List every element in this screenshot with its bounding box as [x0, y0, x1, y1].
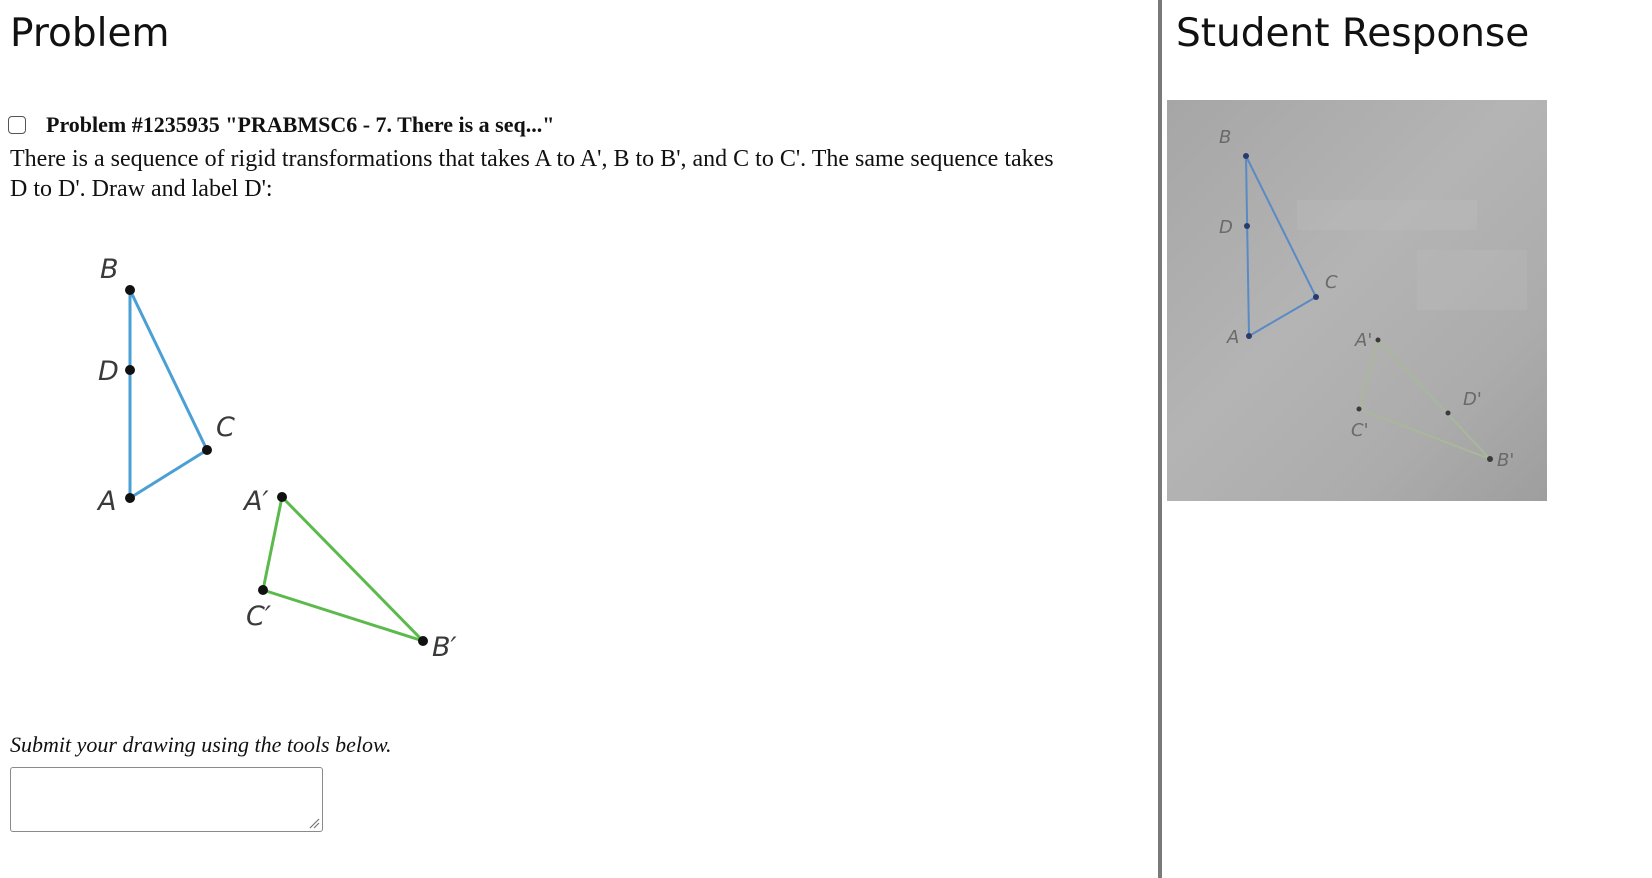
problem-header [8, 112, 554, 138]
label-c-prime: C′ [246, 601, 271, 632]
label-d: D [98, 356, 119, 387]
segment-ac [130, 450, 207, 498]
label-b-prime: B′ [432, 632, 457, 663]
photo-point-b-prime [1487, 456, 1493, 462]
photo-point-a [1246, 333, 1252, 339]
point-c-prime [258, 585, 268, 595]
photo-label-b: B [1219, 127, 1232, 148]
photo-point-a-prime [1376, 338, 1381, 343]
student-response-title: Student Response [1176, 11, 1530, 56]
photo-label-a: A [1227, 327, 1240, 348]
problem-panel-title: Problem [10, 11, 170, 56]
label-b: B [100, 254, 119, 285]
problem-select-checkbox[interactable] [8, 116, 26, 134]
photo-point-c-prime [1357, 407, 1362, 412]
segment-bc [130, 290, 207, 450]
student-response-image [1167, 100, 1547, 501]
photo-point-c [1313, 294, 1319, 300]
point-a [125, 493, 135, 503]
problem-id-label: Problem #1235935 "PRABMSC6 - 7. There is a seq..." [46, 112, 555, 137]
photo-point-d [1244, 223, 1250, 229]
label-a-prime: A′ [244, 486, 269, 517]
original-triangle [96, 254, 235, 517]
point-b [125, 285, 135, 295]
photo-label-b-prime: B' [1497, 450, 1515, 471]
transformation-diagram [80, 240, 480, 670]
label-a: A [98, 486, 117, 517]
photo-label-a-prime: A' [1355, 330, 1373, 351]
point-c [202, 445, 212, 455]
photo-segment-c-prime-b-prime [1359, 409, 1490, 459]
point-d [125, 365, 135, 375]
photo-original-triangle [1219, 127, 1338, 348]
label-c: C [216, 412, 235, 443]
resize-handle-icon[interactable] [308, 817, 320, 829]
photo-point-d-prime [1446, 411, 1451, 416]
student-response-drawing [1167, 100, 1547, 501]
photo-label-c: C [1325, 272, 1338, 293]
point-a-prime [277, 492, 287, 502]
problem-statement: There is a sequence of rigid transformations that takes A to A', B to B', and C to C'. The same sequence takes D to D'. Draw and label D': [10, 146, 1054, 202]
photo-label-c-prime: C' [1351, 420, 1369, 441]
photo-label-d: D [1219, 217, 1233, 238]
answer-input[interactable] [10, 767, 323, 832]
photo-label-d-prime: D' [1463, 389, 1482, 410]
photo-segment-ac [1249, 297, 1316, 336]
photo-image-triangle [1351, 330, 1514, 471]
point-b-prime [418, 636, 428, 646]
image-triangle [242, 486, 457, 663]
photo-point-b [1243, 153, 1249, 159]
photo-segment-ab [1246, 156, 1249, 336]
submit-instruction: Submit your drawing using the tools below. [10, 732, 392, 757]
